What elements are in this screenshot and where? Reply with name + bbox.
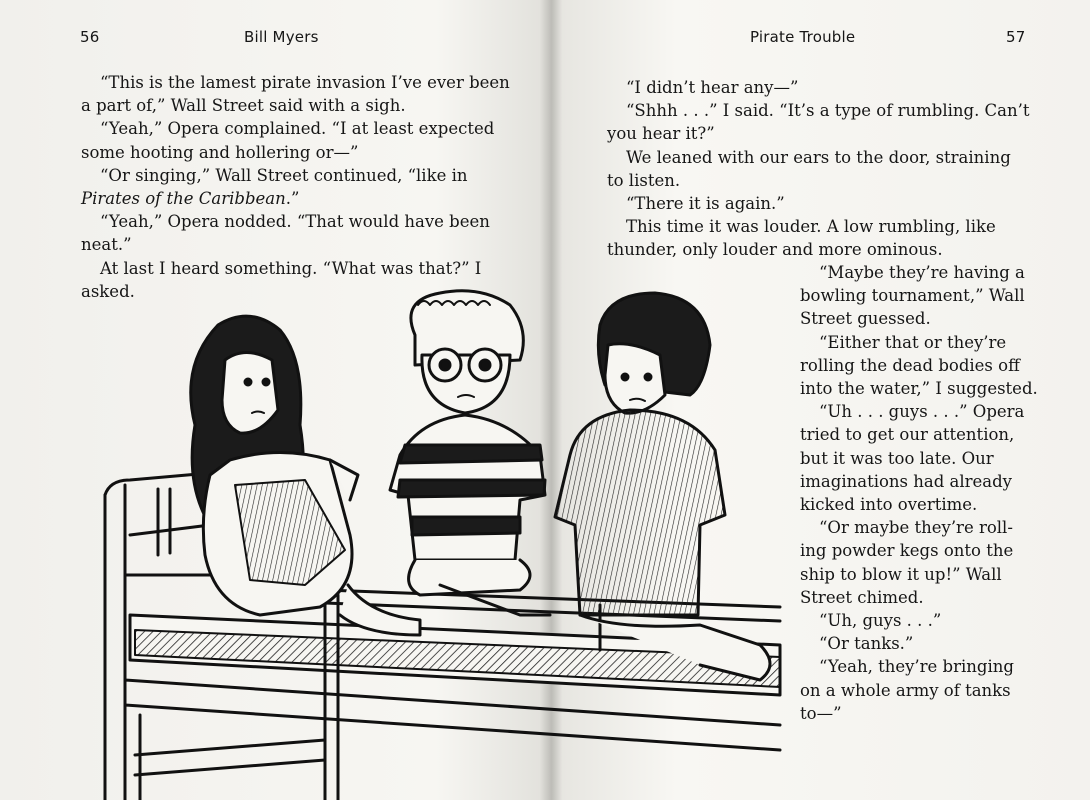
boy-right-figure: [555, 293, 770, 680]
text-line: “Yeah,” Opera complained. “I at least expected: [100, 119, 495, 139]
text-line: thunder, only louder and more ominous.: [607, 240, 943, 260]
text-line: into the water,” I suggested.: [800, 379, 1038, 399]
text-line: tried to get our attention,: [800, 425, 1015, 445]
text-line: “Uh . . . guys . . .” Opera: [819, 402, 1025, 422]
right-page-text-column: [800, 261, 1038, 725]
girl-figure: [191, 316, 420, 635]
page-number-right: 57: [1006, 28, 1026, 46]
text-line: a part of,” Wall Street said with a sigh.: [81, 96, 406, 116]
page-number-left: 56: [80, 28, 100, 46]
text-line: This time it was louder. A low rumbling, like: [626, 217, 996, 237]
text-line: We leaned with our ears to the door, straining: [626, 147, 1011, 167]
bunk-bed-illustration: [100, 285, 790, 800]
text-line: “Yeah,” Opera nodded. “That would have been: [100, 212, 490, 232]
text-line: but it was too late. Our: [800, 448, 994, 468]
text-line: “Or tanks.”: [819, 634, 914, 654]
text-line: neat.”: [81, 235, 132, 255]
running-head-left: Bill Myers: [244, 28, 319, 46]
text-line: some hooting and hollering or—”: [81, 142, 359, 162]
running-head-right: Pirate Trouble: [750, 28, 856, 46]
text-line: asked.: [81, 281, 135, 301]
left-page-text: [81, 71, 510, 303]
text-line: “Uh, guys . . .”: [819, 611, 942, 631]
text-line: “Shhh . . .” I said. “It’s a type of rumbling. Can’t: [626, 101, 1030, 121]
italic-title: Pirates of the Caribbean: [81, 189, 286, 209]
text-line: to—”: [800, 703, 842, 723]
text-line: you hear it?”: [607, 124, 715, 144]
text-line: At last I heard something. “What was that?” I: [100, 258, 482, 278]
line-rest: .”: [285, 189, 300, 209]
text-line: “Maybe they’re having a: [819, 263, 1025, 282]
text-line: imaginations had already: [800, 471, 1013, 491]
boy-middle-figure: [390, 291, 550, 615]
text-line: ship to blow it up!” Wall: [800, 564, 1002, 584]
text-line: “This is the lamest pirate invasion I’ve ever been: [100, 73, 510, 92]
text-line: “I didn’t hear any—”: [626, 78, 799, 97]
text-line: ing powder kegs onto the: [800, 541, 1014, 561]
text-line: “Or singing,” Wall Street continued, “like in: [100, 165, 468, 185]
text-line: “There it is again.”: [626, 194, 785, 214]
text-line: [81, 187, 503, 210]
text-line: to listen.: [607, 170, 681, 190]
right-page-text-full: [607, 76, 1032, 262]
text-line: Street chimed.: [800, 587, 924, 607]
text-line: rolling the dead bodies off: [800, 355, 1020, 375]
text-line: on a whole army of tanks: [800, 680, 1011, 700]
text-line: “Or maybe they’re roll-: [819, 518, 1013, 538]
text-line: “Either that or they’re: [819, 332, 1007, 352]
text-line: kicked into overtime.: [800, 495, 978, 515]
text-line: Street guessed.: [800, 309, 931, 329]
text-line: “Yeah, they’re bringing: [819, 657, 1014, 677]
text-line: bowling tournament,” Wall: [800, 286, 1025, 306]
